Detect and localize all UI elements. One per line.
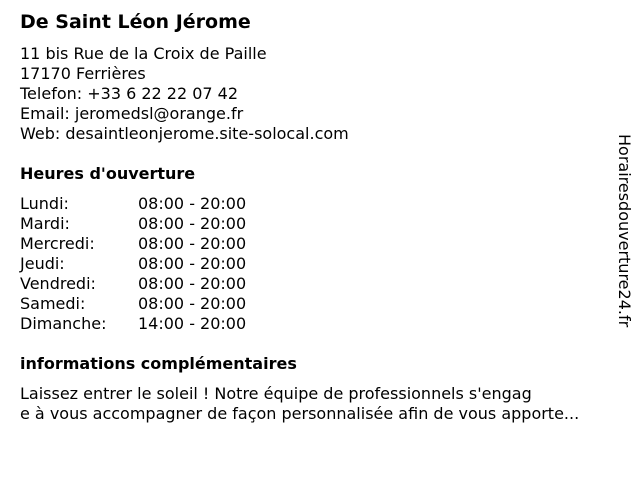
hours-time: 14:00 - 20:00 [138,314,247,333]
hours-time: 08:00 - 20:00 [138,254,247,273]
hours-day: Mercredi: [20,234,95,253]
hours-time: 08:00 - 20:00 [138,214,247,233]
address-street: 11 bis Rue de la Croix de Paille [20,44,267,63]
hours-day: Samedi: [20,294,86,313]
phone-line: Telefon: +33 6 22 22 07 42 [20,84,239,103]
hours-table [20,194,280,334]
info-heading: informations complémentaires [20,354,297,373]
hours-heading: Heures d'ouverture [20,164,196,183]
web-line: Web: desaintleonjerome.site-solocal.com [20,124,349,143]
hours-day: Mardi: [20,214,70,233]
hours-row-dimanche [20,314,280,334]
hours-row-lundi [20,194,280,214]
address-city: 17170 Ferrières [20,64,146,83]
hours-day: Lundi: [20,194,69,213]
email-line: Email: jeromedsl@orange.fr [20,104,244,123]
hours-time: 08:00 - 20:00 [138,234,247,253]
site-watermark: Horairesdouverture24.fr [615,134,634,328]
hours-row-mardi [20,214,280,234]
hours-day: Dimanche: [20,314,107,333]
hours-row-mercredi [20,234,280,254]
hours-row-jeudi [20,254,280,274]
hours-row-vendredi [20,274,280,294]
hours-day: Vendredi: [20,274,96,293]
hours-time: 08:00 - 20:00 [138,274,247,293]
info-description [20,384,630,424]
hours-day: Jeudi: [20,254,65,273]
hours-row-samedi [20,294,280,314]
info-line-1: Laissez entrer le soleil ! Notre équipe de professionnels s'engag [20,384,532,403]
hours-time: 08:00 - 20:00 [138,194,247,213]
hours-time: 08:00 - 20:00 [138,294,247,313]
contact-block [20,44,349,144]
info-line-2: e à vous accompagner de façon personnalisée afin de vous apporte... [20,404,580,423]
business-name: De Saint Léon Jérome [20,11,251,33]
